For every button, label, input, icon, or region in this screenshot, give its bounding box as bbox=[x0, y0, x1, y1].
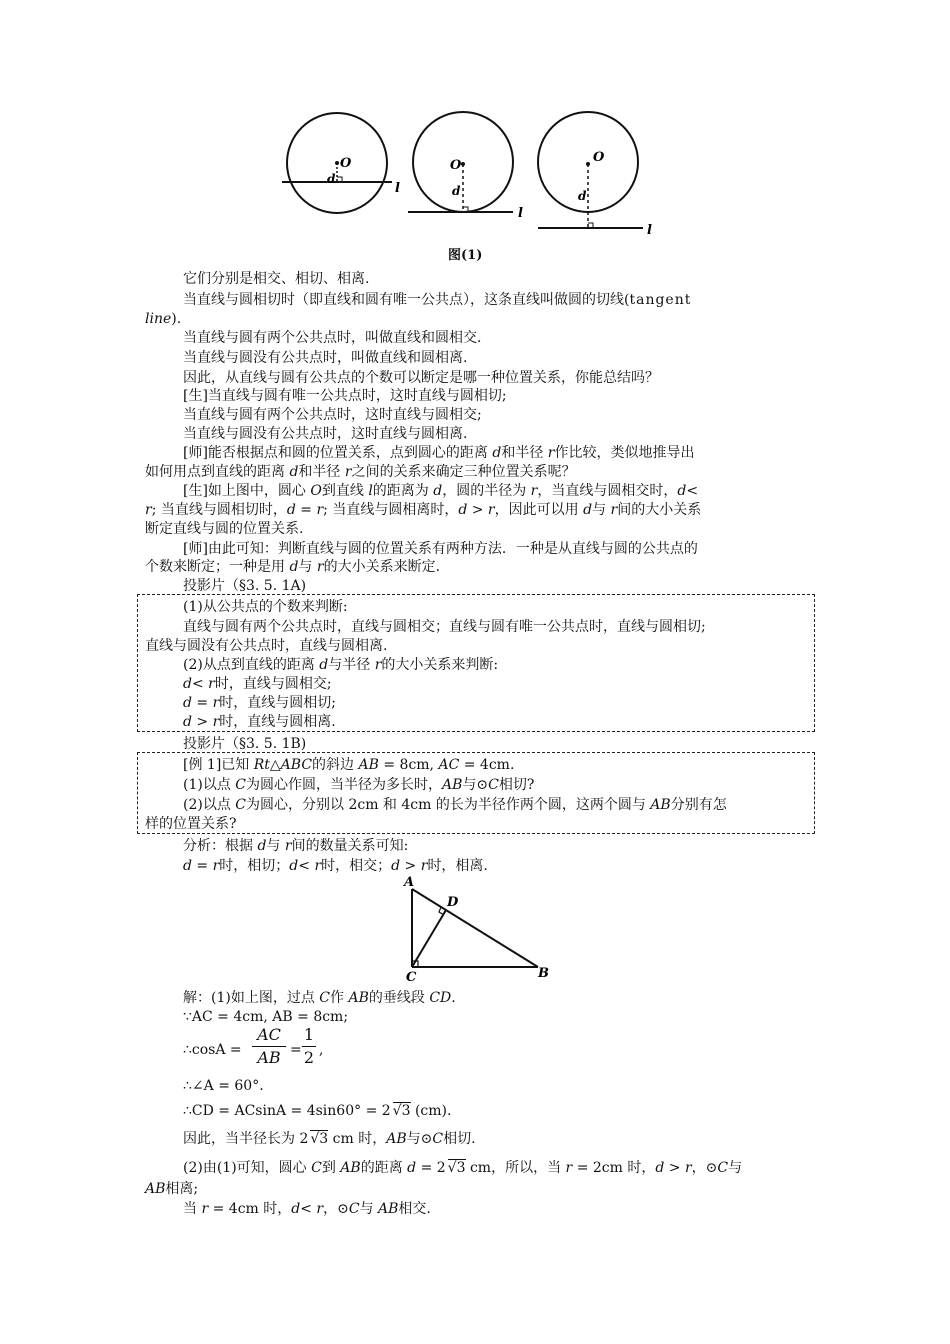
solution-line: ∴cosA = bbox=[183, 1042, 242, 1058]
figure-caption: 图(1) bbox=[448, 248, 483, 263]
box1-line: (1)从公共点的个数来判断: bbox=[183, 599, 348, 615]
label-O-1: O bbox=[340, 156, 352, 171]
slide-label-1a: 投影片（§3. 5. 1A) bbox=[183, 578, 307, 594]
solution-line: AB相离; bbox=[145, 1181, 199, 1197]
solution-line: 因此，当半径长为 2 √3 cm 时，AB与⊙C相切. bbox=[183, 1131, 476, 1147]
paragraph: 当直线与圆没有公共点时，叫做直线和圆相离. bbox=[183, 350, 468, 366]
label-C: C bbox=[406, 970, 417, 983]
slide-label-1b: 投影片（§3. 5. 1B) bbox=[183, 736, 307, 752]
paragraph: 当直线与圆相切时（即直线和圆有唯一公共点），这条直线叫做圆的切线(tangent bbox=[183, 292, 692, 308]
solution-eq: , bbox=[319, 1042, 324, 1058]
paragraph: [师]由此可知：判断直线与圆的位置关系有两种方法．一种是从直线与圆的公共点的 bbox=[183, 541, 698, 557]
label-l-1: l bbox=[395, 181, 400, 196]
box1-line: d = r时，直线与圆相切; bbox=[183, 695, 337, 711]
box1-line: 直线与圆没有公共点时，直线与圆相离. bbox=[145, 638, 388, 654]
paragraph: [生]当直线与圆有唯一公共点时，这时直线与圆相切; bbox=[183, 388, 507, 404]
label-l-3: l bbox=[647, 223, 652, 238]
label-A: A bbox=[404, 875, 415, 890]
label-D: D bbox=[447, 895, 459, 910]
solution-line: ∴CD = ACsinA = 4sin60° = 2 √3 (cm). bbox=[183, 1103, 452, 1119]
solution-line: ∵AC = 4cm, AB = 8cm; bbox=[183, 1009, 349, 1025]
paragraph: 个数来断定；一种是用 d与 r的大小关系来断定. bbox=[145, 559, 441, 575]
solution-eq: = bbox=[290, 1042, 302, 1058]
box2-line: 样的位置关系? bbox=[145, 816, 237, 832]
paragraph: line). bbox=[145, 311, 182, 327]
fraction-AC-AB: AC AB bbox=[252, 1024, 286, 1069]
box1-line: d > r时，直线与圆相离. bbox=[183, 714, 336, 730]
label-O-3: O bbox=[593, 150, 605, 165]
paragraph: 当直线与圆有两个公共点时，这时直线与圆相交; bbox=[183, 407, 482, 423]
solution-line: 当 r = 4cm 时，d< r，⊙C与 AB相交. bbox=[183, 1201, 431, 1217]
paragraph: 当直线与圆没有公共点时，这时直线与圆相离. bbox=[183, 426, 468, 442]
paragraph: 当直线与圆有两个公共点时，叫做直线和圆相交. bbox=[183, 330, 482, 346]
label-d-3: d bbox=[578, 189, 587, 203]
figure-circles bbox=[270, 105, 670, 245]
paragraph: 如何用点到直线的距离 d和半径 r之间的关系来确定三种位置关系呢？ bbox=[145, 464, 576, 480]
label-l-2: l bbox=[518, 206, 523, 221]
box2-line: [例 1]已知 Rt△ABC的斜边 AB = 8cm, AC = 4cm. bbox=[183, 757, 515, 773]
paragraph: 它们分别是相交、相切、相离. bbox=[183, 271, 370, 287]
paragraph: r; 当直线与圆相切时，d = r; 当直线与圆相离时，d > r，因此可以用 d与 r间的大小关系 bbox=[145, 502, 702, 518]
box1-line: 直线与圆有两个公共点时，直线与圆相交；直线与圆有唯一公共点时，直线与圆相切; bbox=[183, 619, 706, 635]
box1-line: d< r时，直线与圆相交; bbox=[183, 676, 332, 692]
paragraph: [师]能否根据点和圆的位置关系，点到圆心的距离 d和半径 r作比较，类似地推导出 bbox=[183, 445, 695, 461]
analysis-line: d = r时，相切；d< r时，相交；d > r时，相离. bbox=[183, 858, 488, 874]
solution-line: ∴∠A = 60°. bbox=[183, 1078, 264, 1094]
solution-line: 解：(1)如上图，过点 C作 AB的垂线段 CD. bbox=[183, 990, 456, 1006]
box2-line: (2)以点 C为圆心，分别以 2cm 和 4cm 的长为半径作两个圆，这两个圆与 AB分别有怎 bbox=[183, 797, 727, 813]
label-O-2: O bbox=[450, 158, 462, 173]
box1-line: (2)从点到直线的距离 d与半径 r的大小关系来判断: bbox=[183, 657, 499, 673]
side-AB bbox=[412, 889, 538, 967]
paragraph: 因此，从直线与圆有公共点的个数可以断定是哪一种位置关系，你能总结吗？ bbox=[183, 370, 659, 386]
paragraph: 断定直线与圆的位置关系. bbox=[145, 521, 304, 537]
fraction-1-2: 1 2 bbox=[303, 1025, 315, 1067]
figure-triangle bbox=[395, 873, 555, 983]
segment-CD bbox=[412, 910, 446, 967]
box2-line: (1)以点 C为圆心作圆，当半径为多长时，AB与⊙C相切? bbox=[183, 777, 535, 793]
label-d-2: d bbox=[452, 184, 461, 198]
label-d-1: d bbox=[327, 172, 336, 186]
paragraph: [生]如上图中，圆心 O到直线 l的距离为 d，圆的半径为 r，当直线与圆相交时，d< bbox=[183, 483, 699, 499]
solution-line: (2)由(1)可知，圆心 C到 AB的距离 d = 2 √3 cm，所以，当 r = 2cm 时，d > r，⊙C与 bbox=[183, 1160, 743, 1176]
analysis-line: 分析：根据 d与 r间的数量关系可知: bbox=[183, 838, 409, 854]
label-B: B bbox=[538, 966, 549, 981]
